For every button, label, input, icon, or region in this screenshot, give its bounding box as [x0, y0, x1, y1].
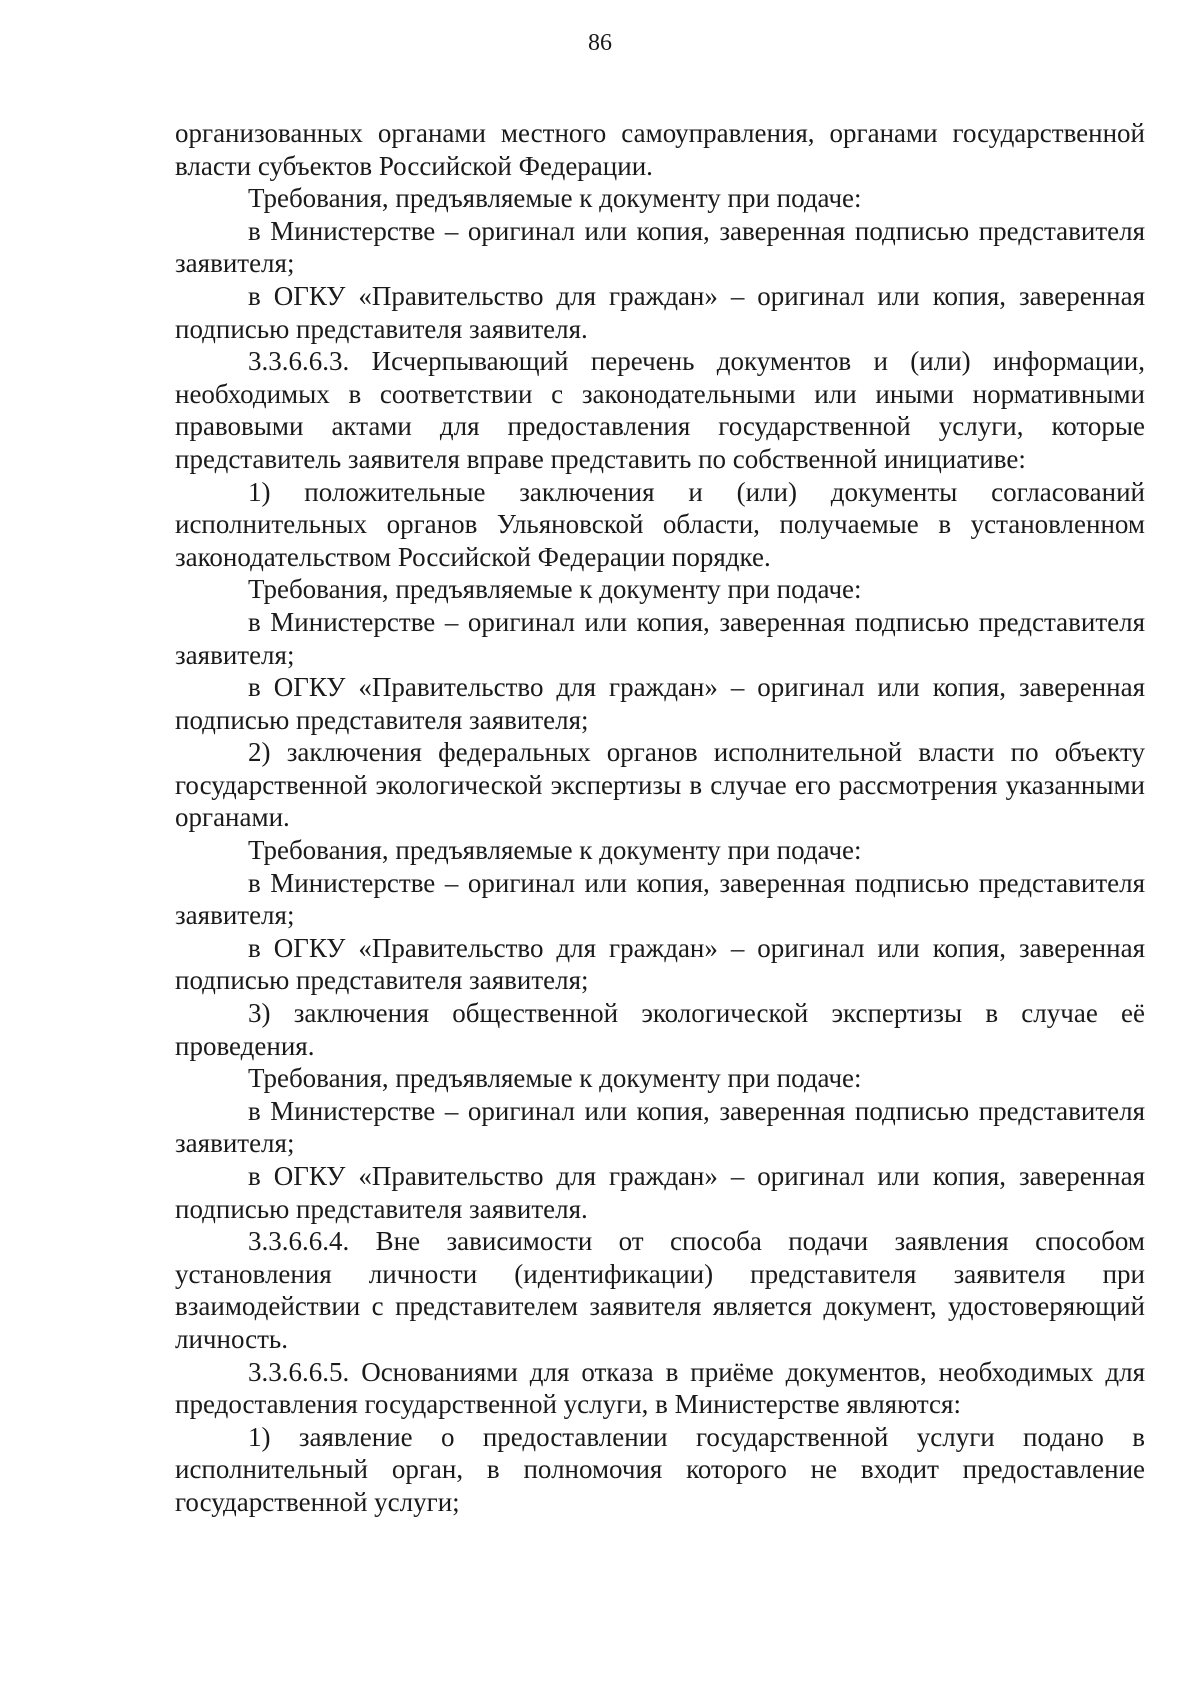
paragraph: 3.3.6.6.4. Вне зависимости от способа подачи заявления способом установления личности (идентификации) представителя заявителя при взаимодействии с представителем заявителя является документ, удостоверяющий личность. — [175, 1226, 1145, 1354]
paragraph: Требования, предъявляемые к документу при подаче: — [248, 835, 862, 866]
paragraph: в Министерстве – оригинал или копия, заверенная подписью представителя заявителя; — [175, 1095, 1145, 1159]
paragraph: Требования, предъявляемые к документу при подаче: — [248, 1063, 862, 1094]
paragraph: 3) заключения общественной экологической экспертизы в случае её проведения. — [175, 998, 1145, 1061]
paragraph: организованных органами местного самоуправления, органами государственной власти субъектов Российской Федерации. — [175, 118, 1145, 181]
paragraph: в ОГКУ «Правительство для граждан» – оригинал или копия, заверенная подписью представителя заявителя; — [175, 672, 1145, 735]
paragraph: Требования, предъявляемые к документу при подаче: — [248, 183, 862, 214]
paragraph: в Министерстве – оригинал или копия, заверенная подписью представителя заявителя; — [175, 867, 1145, 931]
paragraph: 3.3.6.6.3. Исчерпывающий перечень документов и (или) информации, необходимых в соответствии с законодательными или иными нормативными правовыми актами для предоставления государственной услуги, которые представитель заявителя вправе представить по собственной инициативе: — [175, 346, 1145, 474]
paragraph: 2) заключения федеральных органов исполнительной власти по объекту государственной экологической экспертизы в случае его рассмотрения указанными органами. — [175, 737, 1145, 833]
paragraph: в Министерстве – оригинал или копия, заверенная подписью представителя заявителя; — [175, 215, 1145, 279]
paragraph: в ОГКУ «Правительство для граждан» – оригинал или копия, заверенная подписью представителя заявителя. — [175, 1161, 1145, 1224]
paragraph: Требования, предъявляемые к документу при подаче: — [248, 574, 862, 605]
paragraph: в Министерстве – оригинал или копия, заверенная подписью представителя заявителя; — [175, 606, 1145, 670]
page-number: 86 — [588, 30, 612, 56]
paragraph: 3.3.6.6.5. Основаниями для отказа в приёме документов, необходимых для предоставления государственной услуги, в Министерстве являются: — [175, 1356, 1145, 1420]
document-body — [175, 117, 1145, 1519]
paragraph: в ОГКУ «Правительство для граждан» – оригинал или копия, заверенная подписью представителя заявителя. — [175, 280, 1145, 344]
paragraph: 1) положительные заключения и (или) документы согласований исполнительных органов Ульяновской области, получаемые в установленном законодательством Российской Федерации порядке. — [175, 476, 1145, 572]
paragraph: в ОГКУ «Правительство для граждан» – оригинал или копия, заверенная подписью представителя заявителя; — [175, 932, 1145, 996]
paragraph: 1) заявление о предоставлении государственной услуги подано в исполнительный орган, в полномочия которого не входит предоставление государственной услуги; — [175, 1421, 1145, 1517]
